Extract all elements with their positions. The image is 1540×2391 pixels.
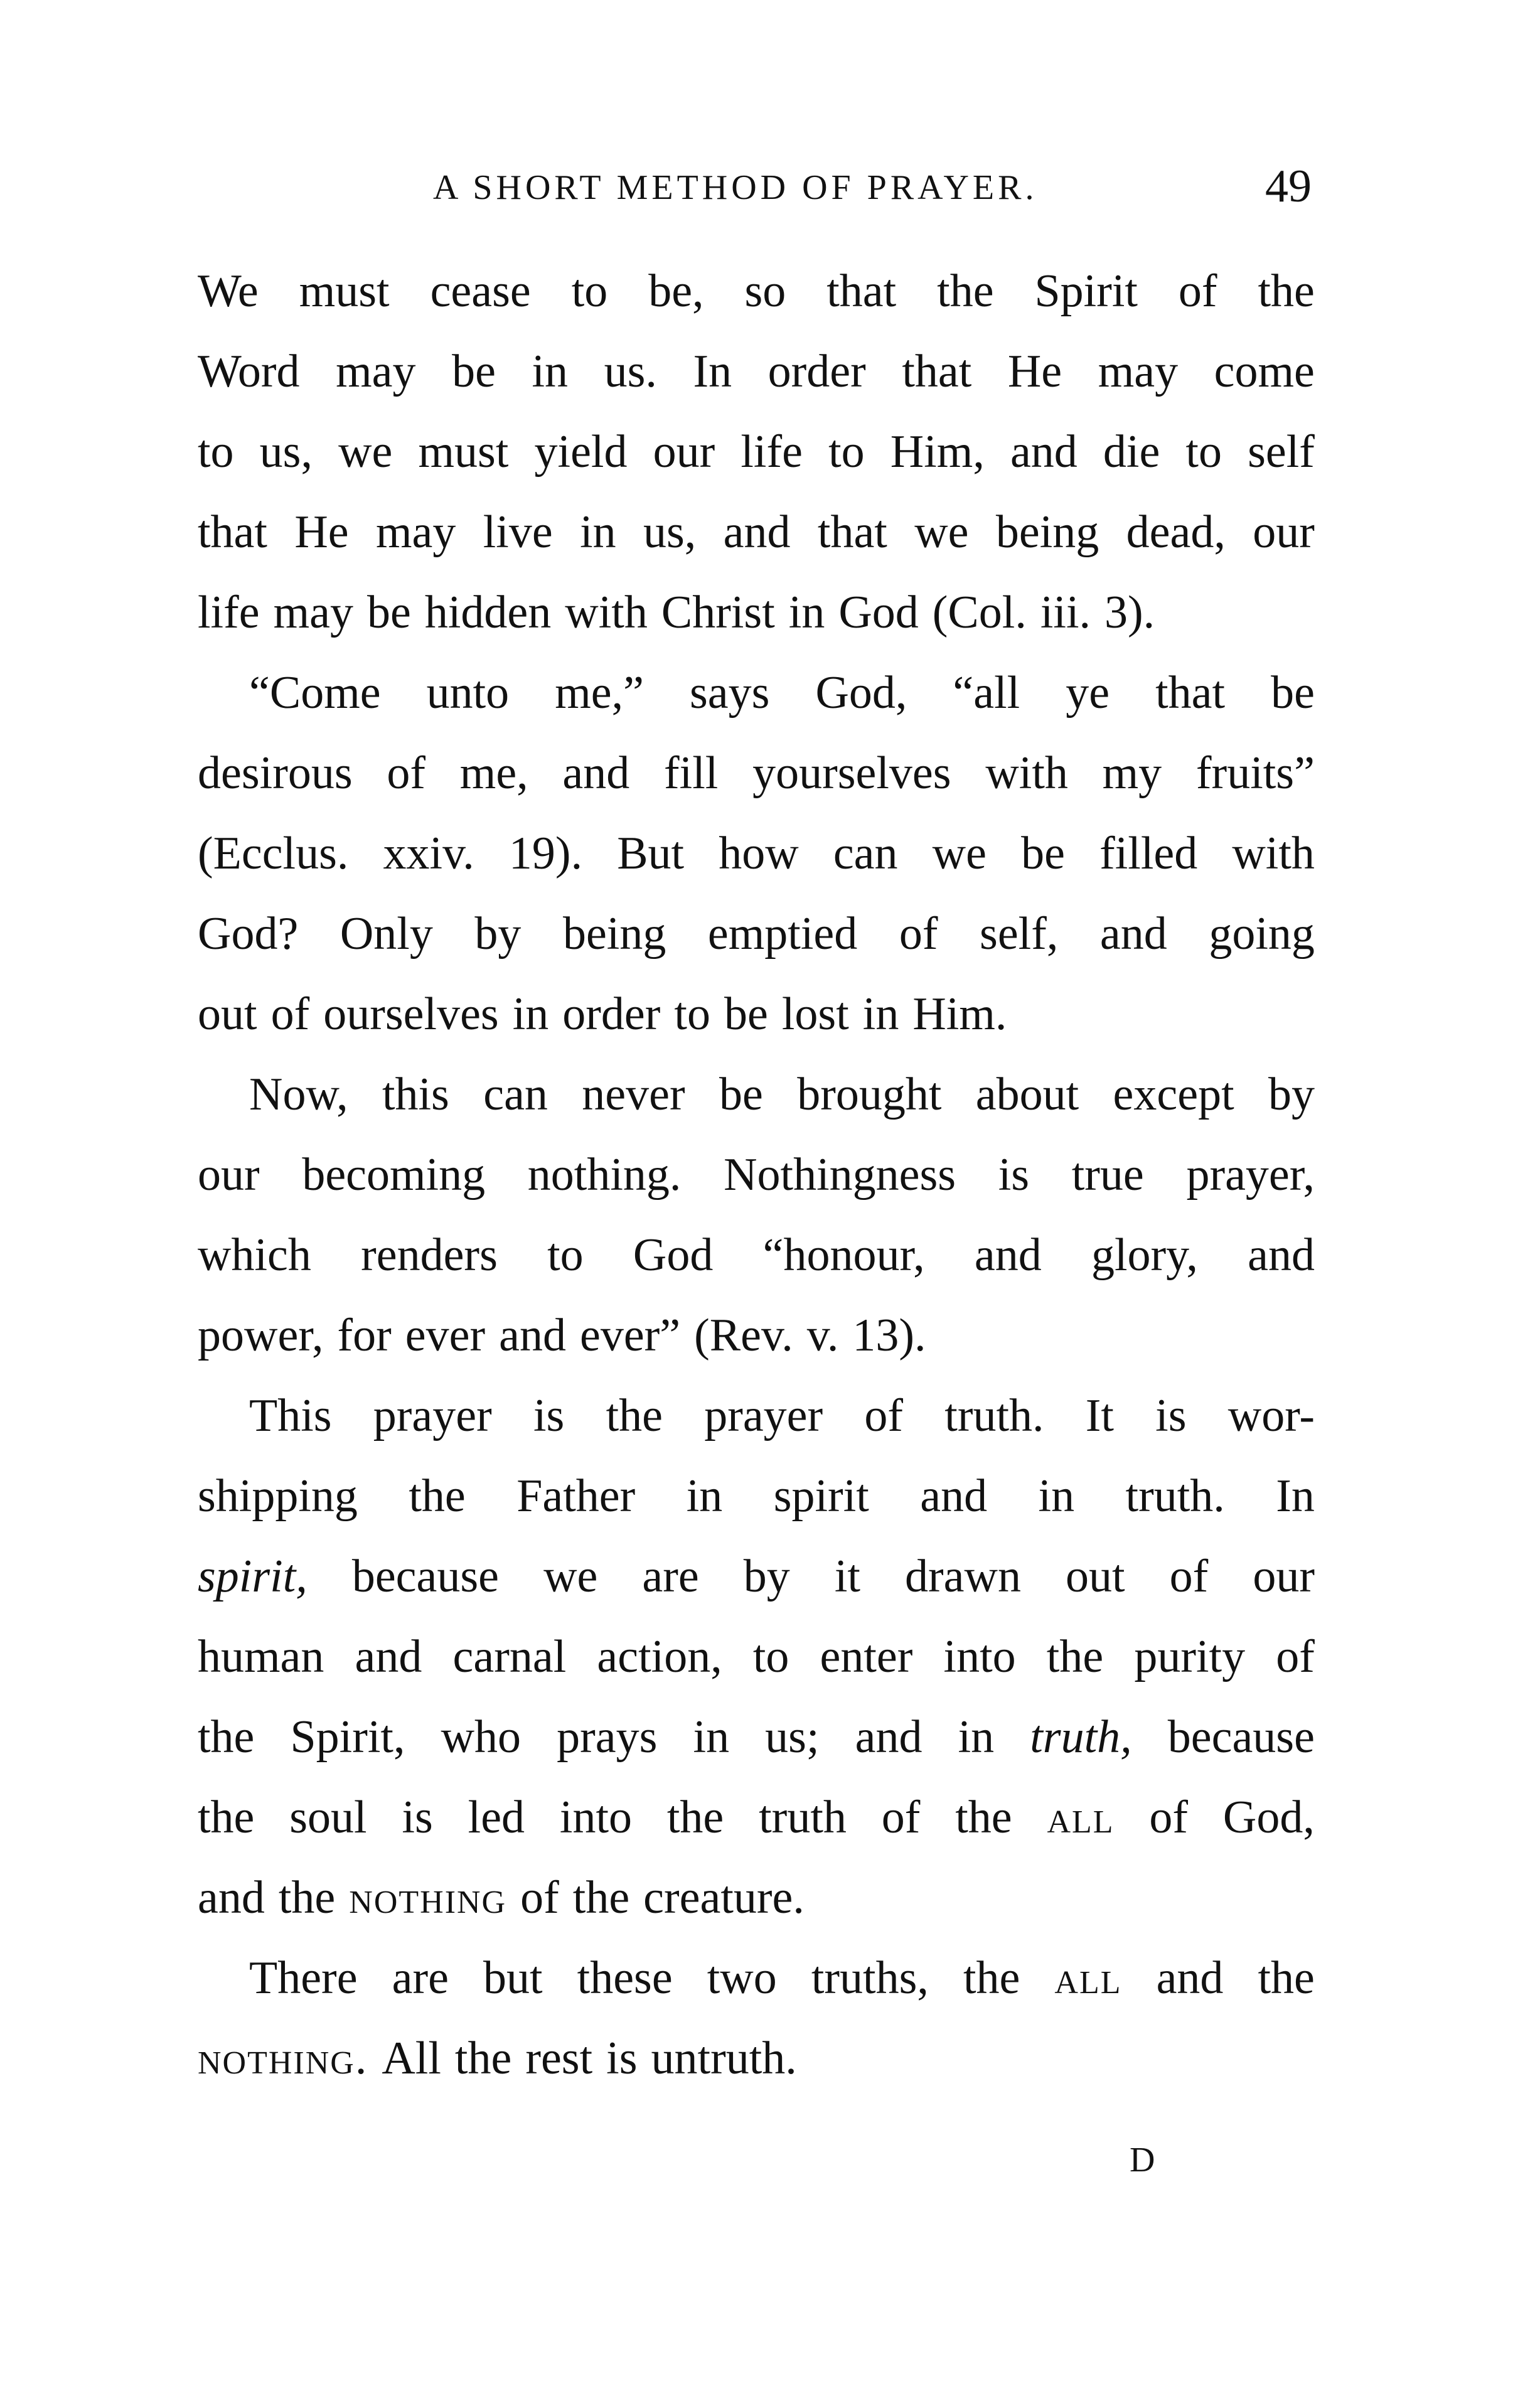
word: that bbox=[826, 265, 897, 317]
word: the bbox=[278, 1872, 336, 1923]
word: it bbox=[834, 1551, 860, 1602]
word: says bbox=[689, 667, 770, 719]
word: we bbox=[914, 506, 969, 558]
text-line bbox=[198, 1858, 1315, 1938]
word: that bbox=[817, 506, 887, 558]
word: in bbox=[580, 506, 616, 558]
word: all bbox=[1054, 1952, 1122, 2004]
word: He bbox=[1007, 346, 1062, 397]
word: in bbox=[512, 988, 549, 1040]
word: Him, bbox=[890, 426, 985, 478]
word: may bbox=[375, 506, 456, 558]
word: prayer, bbox=[1186, 1149, 1315, 1201]
word: be bbox=[1271, 667, 1315, 719]
word: of bbox=[1276, 1631, 1315, 1682]
word: because bbox=[1167, 1711, 1315, 1763]
word: unto bbox=[426, 667, 510, 719]
word: may bbox=[1098, 346, 1179, 397]
word: me,” bbox=[555, 667, 644, 719]
word: yield bbox=[534, 426, 628, 478]
word: the bbox=[454, 2033, 512, 2084]
word: may bbox=[336, 346, 416, 397]
word: soul bbox=[289, 1792, 367, 1843]
word: but bbox=[483, 1952, 543, 2004]
word: nothing bbox=[349, 1872, 507, 1923]
word: God, bbox=[815, 667, 907, 719]
word: in bbox=[958, 1711, 995, 1763]
word: is bbox=[998, 1149, 1030, 1201]
word: being bbox=[562, 908, 666, 960]
word: may bbox=[273, 587, 354, 638]
word: God, bbox=[1222, 1792, 1315, 1843]
word: our bbox=[653, 426, 715, 478]
word: and bbox=[920, 1470, 988, 1522]
word: to bbox=[828, 426, 865, 478]
word: lost bbox=[781, 988, 849, 1040]
word: by bbox=[1268, 1069, 1315, 1120]
word: and bbox=[499, 1310, 566, 1361]
word: becoming bbox=[302, 1149, 486, 1201]
word: He bbox=[294, 506, 349, 558]
word: prays bbox=[557, 1711, 658, 1763]
word: out bbox=[198, 988, 257, 1040]
word: ourselves bbox=[323, 988, 499, 1040]
word: into bbox=[943, 1631, 1016, 1682]
word: life bbox=[741, 426, 803, 478]
word: us; bbox=[765, 1711, 820, 1763]
text-line bbox=[198, 492, 1315, 572]
word: with bbox=[565, 587, 648, 638]
word: purity bbox=[1134, 1631, 1246, 1682]
word: Word bbox=[198, 346, 300, 397]
word: truths, bbox=[811, 1952, 929, 2004]
word: out bbox=[1066, 1551, 1125, 1602]
word: God bbox=[838, 587, 919, 638]
word: by bbox=[474, 908, 521, 960]
word: about bbox=[975, 1069, 1079, 1120]
word: xxiv. bbox=[383, 828, 474, 879]
word: This bbox=[249, 1390, 332, 1442]
word: glory, bbox=[1091, 1229, 1198, 1281]
word: (Rev. bbox=[694, 1310, 793, 1361]
word: be bbox=[719, 1069, 763, 1120]
word: to bbox=[198, 426, 234, 478]
word: power, bbox=[198, 1310, 324, 1361]
running-head: A SHORT METHOD OF PRAYER. bbox=[433, 168, 1038, 207]
word: the bbox=[1258, 1952, 1315, 2004]
word: our bbox=[1253, 1551, 1315, 1602]
word: order bbox=[562, 988, 661, 1040]
word: v. bbox=[806, 1310, 839, 1361]
word: all bbox=[1047, 1792, 1115, 1843]
word: God bbox=[633, 1229, 714, 1281]
text-line bbox=[198, 733, 1315, 813]
word: ever” bbox=[579, 1310, 681, 1361]
word: to bbox=[547, 1229, 584, 1281]
word: come bbox=[1214, 346, 1315, 397]
word: this bbox=[382, 1069, 449, 1120]
word: so bbox=[744, 265, 786, 317]
word: for bbox=[337, 1310, 392, 1361]
word: God? bbox=[198, 908, 299, 960]
word: that bbox=[198, 506, 267, 558]
text-line bbox=[198, 653, 1315, 733]
word: the bbox=[198, 1711, 255, 1763]
word: of bbox=[899, 908, 938, 960]
word: Nothingness bbox=[724, 1149, 956, 1201]
word: in bbox=[1038, 1470, 1075, 1522]
word: our bbox=[198, 1149, 260, 1201]
word: in bbox=[693, 1711, 730, 1763]
word: (Ecclus. bbox=[198, 828, 349, 879]
word: in bbox=[532, 346, 569, 397]
page-number: 49 bbox=[1265, 161, 1312, 212]
text-line bbox=[198, 1536, 1315, 1617]
signature-mark: D bbox=[1130, 2141, 1155, 2180]
word: and bbox=[355, 1631, 422, 1682]
word: untruth. bbox=[651, 2033, 797, 2084]
word: Now, bbox=[249, 1069, 348, 1120]
word: of bbox=[1149, 1792, 1189, 1843]
word: 19). bbox=[508, 828, 583, 879]
word: the bbox=[198, 1792, 255, 1843]
word: desirous bbox=[198, 747, 353, 799]
word: the bbox=[409, 1470, 466, 1522]
text-line bbox=[198, 1617, 1315, 1697]
word: to bbox=[752, 1631, 789, 1682]
word: of bbox=[520, 1872, 559, 1923]
text-line bbox=[198, 1697, 1315, 1777]
word: die bbox=[1103, 426, 1160, 478]
word: to bbox=[674, 988, 710, 1040]
word: being bbox=[995, 506, 1099, 558]
text-line bbox=[198, 1376, 1315, 1456]
text-line bbox=[198, 1938, 1315, 2018]
word: in bbox=[788, 587, 825, 638]
word: “Come bbox=[249, 667, 381, 719]
word: self bbox=[1248, 426, 1315, 478]
word: 13). bbox=[852, 1310, 926, 1361]
word: carnal bbox=[452, 1631, 567, 1682]
word: of bbox=[881, 1792, 921, 1843]
text-line bbox=[198, 1777, 1315, 1858]
word: the bbox=[572, 1872, 630, 1923]
text-line bbox=[198, 2018, 1315, 2099]
word: except bbox=[1113, 1069, 1234, 1120]
word: 3). bbox=[1104, 587, 1155, 638]
word: Only bbox=[340, 908, 433, 960]
word: shipping bbox=[198, 1470, 358, 1522]
word: are bbox=[642, 1551, 699, 1602]
word: must bbox=[418, 426, 509, 478]
text-line bbox=[198, 412, 1315, 492]
word: me, bbox=[459, 747, 528, 799]
word: that bbox=[902, 346, 972, 397]
word: truth. bbox=[944, 1390, 1044, 1442]
word: and bbox=[1010, 426, 1077, 478]
word: led bbox=[468, 1792, 525, 1843]
word: and bbox=[1099, 908, 1167, 960]
word: truth bbox=[759, 1792, 847, 1843]
word: truth. bbox=[1125, 1470, 1225, 1522]
word: in bbox=[862, 988, 899, 1040]
word: human bbox=[198, 1631, 324, 1682]
word: drawn bbox=[905, 1551, 1021, 1602]
word: Him. bbox=[912, 988, 1007, 1040]
word: and bbox=[1248, 1229, 1315, 1281]
word: true bbox=[1071, 1149, 1144, 1201]
word: the bbox=[937, 265, 994, 317]
word: we bbox=[338, 426, 393, 478]
word: cease bbox=[430, 265, 531, 317]
word: yourselves bbox=[752, 747, 951, 799]
word: the bbox=[1258, 265, 1315, 317]
word: nothing. bbox=[527, 1149, 682, 1201]
word: There bbox=[249, 1952, 358, 2004]
word: us, bbox=[259, 426, 313, 478]
text-line bbox=[198, 331, 1315, 412]
word: us, bbox=[643, 506, 697, 558]
word: ever bbox=[405, 1310, 486, 1361]
word: the bbox=[963, 1952, 1020, 2004]
word: hidden bbox=[424, 587, 552, 638]
text-line bbox=[198, 1456, 1315, 1536]
word: fruits” bbox=[1195, 747, 1315, 799]
word: In bbox=[1276, 1470, 1315, 1522]
word: prayer bbox=[704, 1390, 823, 1442]
word: the bbox=[955, 1792, 1012, 1843]
word: of bbox=[270, 988, 310, 1040]
word: spirit bbox=[773, 1470, 869, 1522]
word: the bbox=[666, 1792, 724, 1843]
word: with bbox=[1232, 828, 1315, 879]
word: and bbox=[974, 1229, 1042, 1281]
text-line bbox=[198, 1215, 1315, 1295]
word: be bbox=[452, 346, 496, 397]
word: iii. bbox=[1040, 587, 1091, 638]
word: is bbox=[402, 1792, 433, 1843]
word: But bbox=[617, 828, 685, 879]
word: and bbox=[1156, 1952, 1224, 2004]
word: In bbox=[693, 346, 732, 397]
word: wor- bbox=[1227, 1390, 1315, 1442]
text-line bbox=[198, 251, 1315, 331]
text-line bbox=[198, 894, 1315, 974]
word: by bbox=[743, 1551, 790, 1602]
word: to bbox=[571, 265, 608, 317]
word: how bbox=[719, 828, 799, 879]
word: Christ bbox=[661, 587, 775, 638]
word: because bbox=[351, 1551, 500, 1602]
word: these bbox=[577, 1952, 673, 2004]
word: Spirit, bbox=[290, 1711, 405, 1763]
word: truth, bbox=[1030, 1711, 1132, 1763]
word: ye bbox=[1066, 667, 1110, 719]
text-line bbox=[198, 1054, 1315, 1135]
word: the bbox=[1046, 1631, 1104, 1682]
word: be bbox=[1021, 828, 1065, 879]
word: live bbox=[483, 506, 553, 558]
word: be, bbox=[648, 265, 704, 317]
text-line bbox=[198, 1135, 1315, 1215]
word: two bbox=[707, 1952, 777, 2004]
text-line bbox=[198, 1295, 1315, 1376]
word: action, bbox=[597, 1631, 722, 1682]
word: our bbox=[1253, 506, 1315, 558]
word: life bbox=[198, 587, 260, 638]
word: be bbox=[724, 988, 768, 1040]
word: and bbox=[198, 1872, 265, 1923]
word: “honour, bbox=[762, 1229, 925, 1281]
word: can bbox=[833, 828, 898, 879]
word: we bbox=[932, 828, 987, 879]
word: self, bbox=[980, 908, 1059, 960]
word: nothing. bbox=[198, 2033, 368, 2084]
word: fill bbox=[664, 747, 719, 799]
word: of bbox=[1178, 265, 1217, 317]
word: brought bbox=[797, 1069, 942, 1120]
word: Spirit bbox=[1034, 265, 1138, 317]
word: us. bbox=[604, 346, 657, 397]
word: can bbox=[483, 1069, 548, 1120]
word: “all bbox=[953, 667, 1020, 719]
word: rest bbox=[525, 2033, 593, 2084]
word: of bbox=[387, 747, 426, 799]
text-line bbox=[198, 813, 1315, 894]
word: and bbox=[855, 1711, 922, 1763]
word: going bbox=[1209, 908, 1315, 960]
word: in bbox=[686, 1470, 723, 1522]
word: We bbox=[198, 265, 259, 317]
word: the bbox=[606, 1390, 663, 1442]
word: prayer bbox=[373, 1390, 492, 1442]
word: is bbox=[533, 1390, 565, 1442]
word: never bbox=[582, 1069, 685, 1120]
word: with bbox=[985, 747, 1068, 799]
word: be bbox=[367, 587, 411, 638]
word: of bbox=[864, 1390, 904, 1442]
text-line bbox=[198, 572, 1315, 653]
word: who bbox=[441, 1711, 521, 1763]
word: we bbox=[543, 1551, 598, 1602]
word: into bbox=[559, 1792, 633, 1843]
word: It bbox=[1085, 1390, 1114, 1442]
word: is bbox=[1155, 1390, 1187, 1442]
word: of bbox=[1169, 1551, 1209, 1602]
word: Father bbox=[516, 1470, 636, 1522]
word: creature. bbox=[643, 1872, 805, 1923]
word: enter bbox=[820, 1631, 913, 1682]
word: to bbox=[1185, 426, 1222, 478]
text-line bbox=[198, 974, 1315, 1054]
word: order bbox=[767, 346, 866, 397]
body-text bbox=[198, 251, 1315, 2099]
word: filled bbox=[1099, 828, 1198, 879]
word: emptied bbox=[707, 908, 858, 960]
page-header bbox=[201, 160, 1312, 217]
word: that bbox=[1155, 667, 1226, 719]
word: dead, bbox=[1126, 506, 1226, 558]
word: and bbox=[723, 506, 791, 558]
word: must bbox=[299, 265, 390, 317]
word: is bbox=[606, 2033, 638, 2084]
word: my bbox=[1102, 747, 1162, 799]
word: and bbox=[562, 747, 630, 799]
word: (Col. bbox=[932, 587, 1027, 638]
word: All bbox=[382, 2033, 441, 2084]
word: are bbox=[392, 1952, 449, 2004]
word: spirit, bbox=[198, 1551, 307, 1602]
word: which bbox=[198, 1229, 311, 1281]
word: renders bbox=[361, 1229, 498, 1281]
